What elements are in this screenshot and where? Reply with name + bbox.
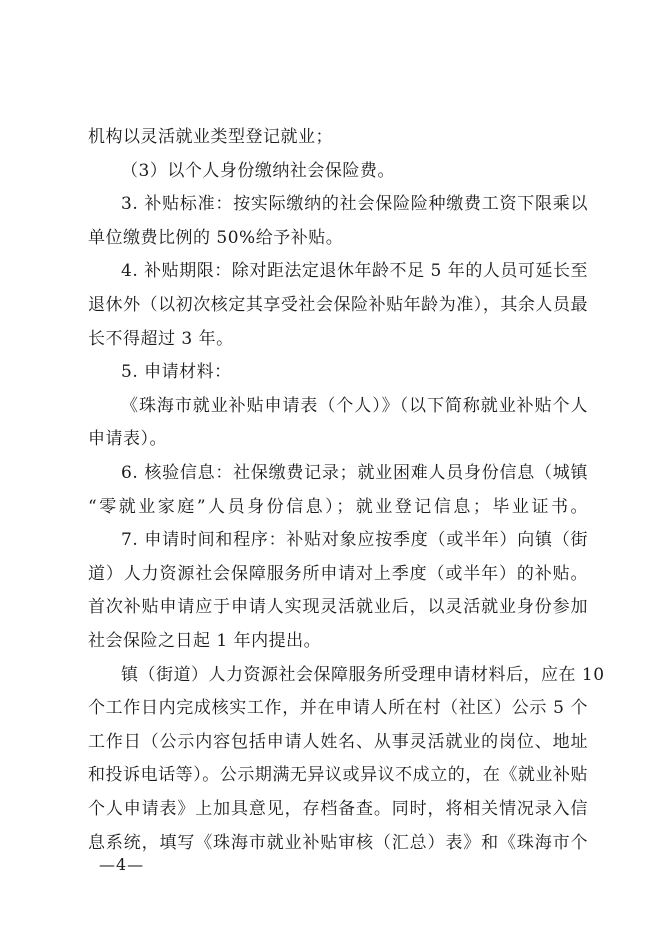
text-line-18: 个工作日内完成核实工作，并在申请人所在村（社区）公示 5 个: [88, 698, 588, 718]
text-line-4: 单位缴费比例的 50%给予补贴。: [88, 228, 344, 248]
text-line-1: 机构以灵活就业类型登记就业；: [88, 127, 333, 147]
text-line-12: “零就业家庭”人员身份信息）；就业登记信息；毕业证书。: [88, 497, 588, 517]
text-line-3: 3. 补贴标准：按实际缴纳的社会保险险种缴费工资下限乘以: [121, 194, 588, 214]
text-line-9: 《珠海市就业补贴申请表（个人）》（以下简称就业补贴个人: [121, 396, 588, 416]
text-line-2: （3）以个人身份缴纳社会保险费。: [121, 161, 395, 181]
text-line-11: 6. 核验信息：社保缴费记录；就业困难人员身份信息（城镇: [121, 463, 588, 483]
text-line-17: 镇（街道）人力资源社会保障服务所受理申请材料后，应在 10: [121, 665, 605, 685]
text-line-19: 工作日（公示内容包括申请人姓名、从事灵活就业的岗位、地址: [88, 732, 588, 752]
text-line-15: 首次补贴申请应于申请人实现灵活就业后，以灵活就业身份参加: [88, 597, 588, 617]
text-line-7: 长不得超过 3 年。: [88, 329, 234, 349]
text-line-10: 申请表）。: [88, 429, 167, 449]
text-line-6: 退休外（以初次核定其享受社会保险补贴年龄为准），其余人员最: [88, 295, 588, 315]
page-number: —4—: [99, 855, 145, 874]
text-line-16: 社会保险之日起 1 年内提出。: [88, 631, 322, 651]
text-line-20: 和投诉电话等）。公示期满无异议或异议不成立的，在《就业补贴: [88, 765, 588, 785]
text-line-21: 个人申请表》上加具意见，存档备查。同时，将相关情况录入信: [88, 799, 588, 819]
text-line-5: 4. 补贴期限：除对距法定退休年龄不足 5 年的人员可延长至: [121, 261, 588, 281]
text-line-13: 7. 申请时间和程序：补贴对象应按季度（或半年）向镇（街: [121, 530, 588, 550]
text-line-14: 道）人力资源社会保障服务所申请对上季度（或半年）的补贴。: [88, 564, 588, 584]
text-line-8: 5. 申请材料：: [121, 362, 232, 382]
text-line-22: 息系统，填写《珠海市就业补贴审核（汇总）表》和《珠海市个: [88, 833, 588, 853]
